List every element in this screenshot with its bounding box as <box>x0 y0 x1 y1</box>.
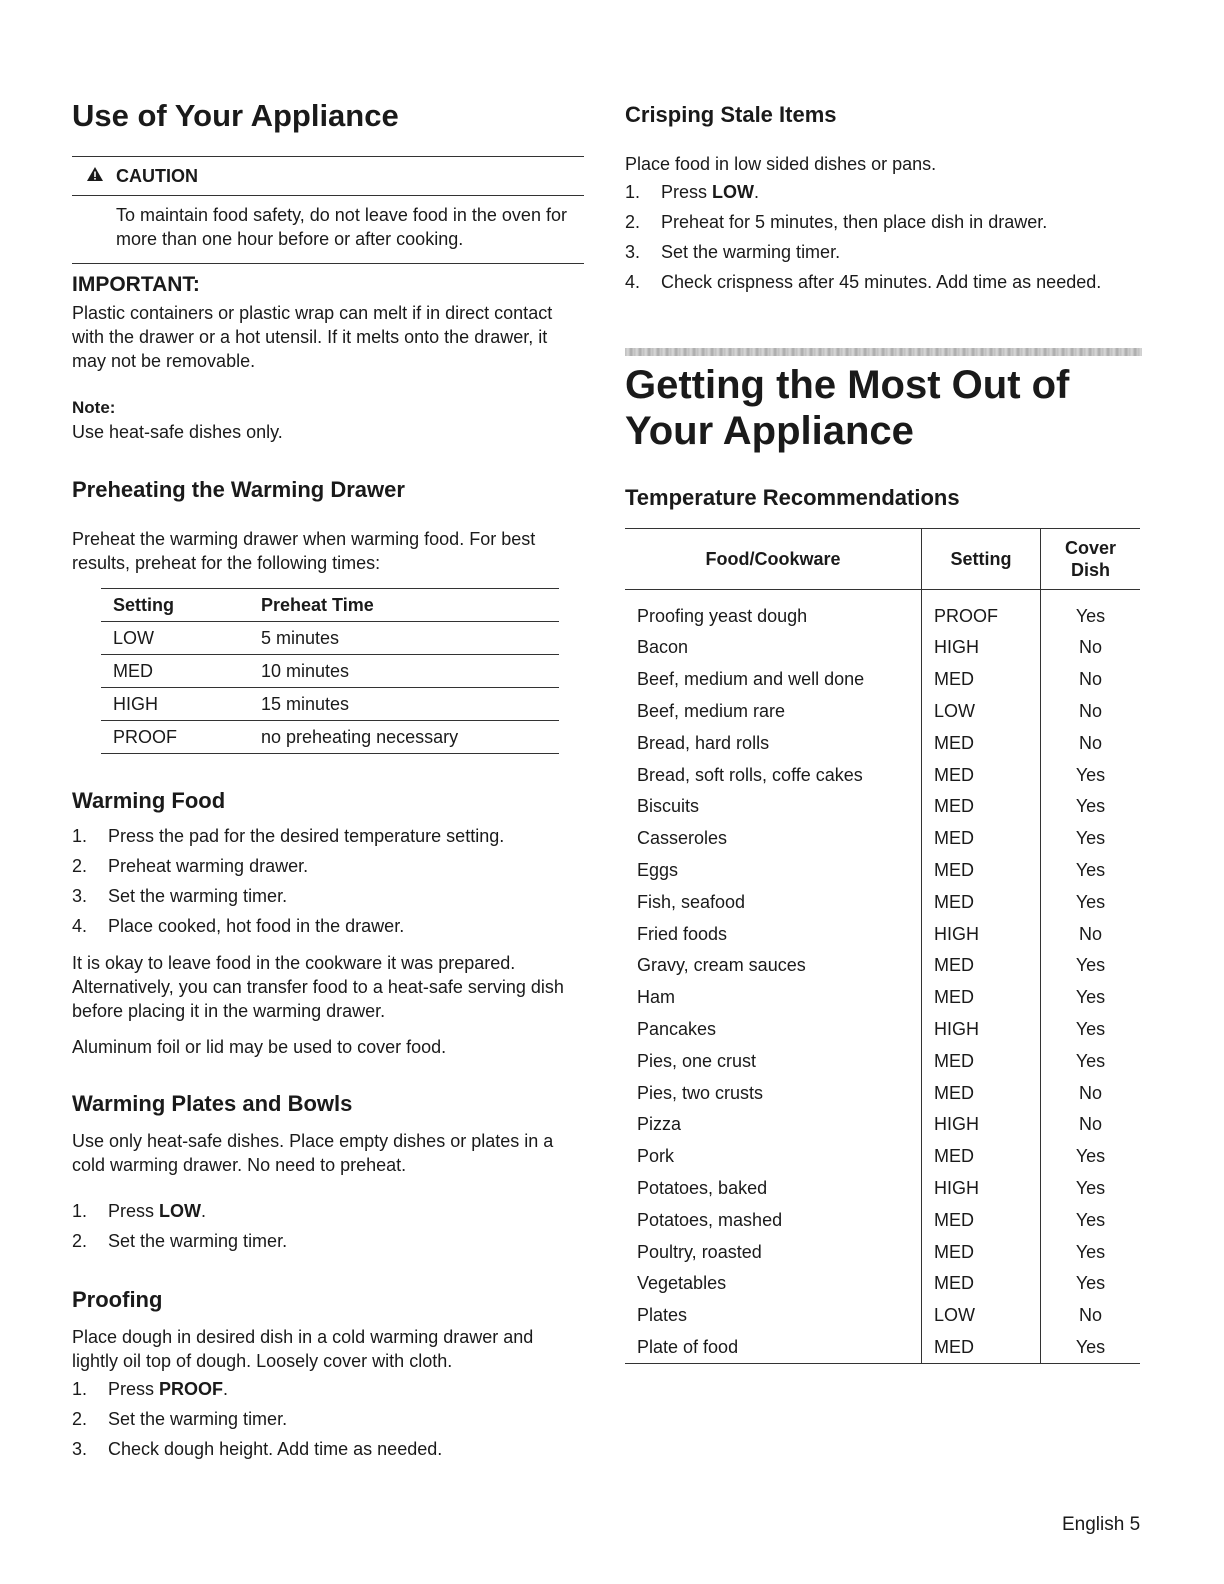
warming-food-para2: Aluminum foil or lid may be used to cover food. <box>72 1037 447 1057</box>
temperature-table <box>625 528 1140 1364</box>
table-cell: Yes <box>1075 764 1106 785</box>
table-header: Preheat Time <box>249 589 559 622</box>
table-row <box>625 1332 1140 1364</box>
table-cell: Yes <box>1075 987 1106 1008</box>
table-cell: Yes <box>1075 1146 1106 1167</box>
table-cell: MED <box>922 886 1041 918</box>
list-item: 4. Place cooked, hot food in the drawer. <box>72 916 405 936</box>
note-text: Use heat-safe dishes only. <box>72 422 283 442</box>
crisping-title: Crisping Stale Items <box>625 102 837 127</box>
table-cell: Beef, medium and well done <box>625 664 922 696</box>
table-row <box>625 759 1140 791</box>
table-cell: HIGH <box>922 632 1041 664</box>
table-cell: MED <box>922 982 1041 1014</box>
table-row <box>101 622 559 655</box>
table-cell: Yes <box>1075 1177 1106 1198</box>
table-row <box>625 1173 1140 1205</box>
table-cell: Casseroles <box>625 823 922 855</box>
page-footer: English 5 <box>1062 1514 1141 1535</box>
table-cell: MED <box>922 1236 1041 1268</box>
table-cell: Yes <box>1075 1050 1106 1071</box>
list-item: 2. Set the warming timer. <box>72 1231 288 1251</box>
table-header: Setting <box>101 589 249 622</box>
table-cell: Fried foods <box>625 918 922 950</box>
table-cell: No <box>1078 700 1102 721</box>
table-cell: Pork <box>625 1141 922 1173</box>
table-cell: Poultry, roasted <box>625 1236 922 1268</box>
table-row <box>625 664 1140 696</box>
table-row <box>625 1045 1140 1077</box>
list-item: 1. Press the pad for the desired temperature setting. <box>72 826 505 846</box>
table-cell: Bacon <box>625 632 922 664</box>
table-cell: No <box>1078 637 1102 658</box>
table-cell: Beef, medium rare <box>625 696 922 728</box>
table-row <box>101 721 559 754</box>
caution-text: To maintain food safety, do not leave food in the oven for more than one hour before or after cooking. <box>116 205 567 249</box>
table-cell: Pies, two crusts <box>625 1077 922 1109</box>
table-cell: HIGH <box>922 1173 1041 1205</box>
table-cell: MED <box>922 1268 1041 1300</box>
table-cell: Plates <box>625 1300 922 1332</box>
table-cell: No <box>1078 1305 1102 1326</box>
proofing-title: Proofing <box>72 1287 163 1312</box>
table-row <box>625 1300 1140 1332</box>
table-cell: Pancakes <box>625 1014 922 1046</box>
table-header-row <box>101 589 559 622</box>
table-cell: MED <box>922 791 1041 823</box>
table-cell: 5 minutes <box>249 622 559 655</box>
page-title: Use of Your Appliance <box>72 98 399 133</box>
table-row <box>625 1268 1140 1300</box>
list-item: 3. Check dough height. Add time as needed. <box>72 1439 443 1459</box>
table-cell: HIGH <box>922 1109 1041 1141</box>
crisping-text: Place food in low sided dishes or pans. <box>625 154 937 174</box>
temp-title: Temperature Recommendations <box>625 485 960 510</box>
table-header: Setting <box>922 529 1041 590</box>
list-item: 2. Preheat for 5 minutes, then place dish in drawer. <box>625 212 1048 232</box>
table-cell: Pies, one crust <box>625 1045 922 1077</box>
table-cell: PROOF <box>101 721 249 754</box>
table-cell: Proofing yeast dough <box>625 590 922 633</box>
crisping-steps <box>625 182 1142 302</box>
table-cell: Yes <box>1075 828 1106 849</box>
table-cell: no preheating necessary <box>249 721 559 754</box>
warming-food-para1: It is okay to leave food in the cookware it was prepared. Alternatively, you can transfer food to a heat-safe serving dish before placing it in the warming drawer. <box>72 953 564 1021</box>
caution-header <box>72 157 584 196</box>
table-row <box>625 823 1140 855</box>
table-cell: MED <box>922 950 1041 982</box>
plates-title: Warming Plates and Bowls <box>72 1091 353 1116</box>
table-cell: Potatoes, baked <box>625 1173 922 1205</box>
plates-text: Use only heat-safe dishes. Place empty dishes or plates in a cold warming drawer. No need to preheat. <box>72 1131 554 1175</box>
table-cell: MED <box>101 655 249 688</box>
warning-icon <box>86 166 106 187</box>
preheating-title: Preheating the Warming Drawer <box>72 477 405 502</box>
table-cell: No <box>1078 1082 1102 1103</box>
table-cell: 10 minutes <box>249 655 559 688</box>
table-cell: No <box>1078 923 1102 944</box>
table-row <box>625 982 1140 1014</box>
table-row <box>625 1077 1140 1109</box>
table-cell: MED <box>922 1332 1041 1364</box>
table-cell: LOW <box>922 696 1041 728</box>
proofing-text: Place dough in desired dish in a cold warming drawer and lightly oil top of dough. Loosely cover with cloth. <box>72 1327 534 1371</box>
table-cell: Biscuits <box>625 791 922 823</box>
important-text: Plastic containers or plastic wrap can melt if in direct contact with the drawer or a hot utensil. If it melts onto the drawer, it may not be removable. <box>72 303 553 371</box>
table-row <box>625 1014 1140 1046</box>
table-cell: MED <box>922 1077 1041 1109</box>
list-item: 3. Set the warming timer. <box>625 242 841 262</box>
table-cell: Yes <box>1041 1332 1141 1364</box>
table-header: Food/Cookware <box>625 529 922 590</box>
table-cell: Eggs <box>625 855 922 887</box>
table-row <box>625 855 1140 887</box>
table-cell: Yes <box>1075 859 1106 880</box>
list-item: 3. Set the warming timer. <box>72 886 288 906</box>
table-cell: MED <box>922 759 1041 791</box>
table-cell: Yes <box>1075 1273 1106 1294</box>
list-item: 4. Check crispness after 45 minutes. Add time as needed. <box>625 272 1102 292</box>
table-cell: MED <box>922 1141 1041 1173</box>
list-item: 1. Press LOW. <box>72 1201 207 1221</box>
table-cell: Vegetables <box>625 1268 922 1300</box>
warming-food-title: Warming Food <box>72 788 226 813</box>
table-cell: Ham <box>625 982 922 1014</box>
table-row <box>625 1236 1140 1268</box>
table-row <box>625 590 1140 633</box>
table-cell: Yes <box>1075 1018 1106 1039</box>
note-title: Note: <box>72 398 116 417</box>
section-title: Getting the Most Out of Your Appliance <box>625 363 1070 453</box>
table-header-row <box>625 529 1140 590</box>
table-cell: Plate of food <box>625 1332 922 1364</box>
table-cell: Yes <box>1075 891 1106 912</box>
table-cell: HIGH <box>922 918 1041 950</box>
table-cell: No <box>1078 732 1102 753</box>
table-cell: 15 minutes <box>249 688 559 721</box>
table-row <box>625 1109 1140 1141</box>
table-cell: Pizza <box>625 1109 922 1141</box>
table-row <box>625 950 1140 982</box>
table-row <box>625 727 1140 759</box>
section-divider <box>625 348 1142 356</box>
table-cell: MED <box>922 1204 1041 1236</box>
table-cell: Gravy, cream sauces <box>625 950 922 982</box>
table-header: Cover Dish <box>1041 529 1141 590</box>
table-cell: Yes <box>1075 1241 1106 1262</box>
table-row <box>625 918 1140 950</box>
table-cell: Yes <box>1075 605 1106 626</box>
table-cell: HIGH <box>922 1014 1041 1046</box>
table-row <box>625 1141 1140 1173</box>
list-item: 2. Set the warming timer. <box>72 1409 288 1429</box>
table-cell: MED <box>922 727 1041 759</box>
list-item: 1. Press LOW. <box>625 182 760 202</box>
table-cell: Yes <box>1075 955 1106 976</box>
table-cell: Yes <box>1075 796 1106 817</box>
proofing-steps <box>72 1379 584 1469</box>
table-cell: Fish, seafood <box>625 886 922 918</box>
table-row <box>625 1204 1140 1236</box>
caution-box <box>72 156 584 264</box>
table-cell: Bread, hard rolls <box>625 727 922 759</box>
caution-label: CAUTION <box>116 165 198 186</box>
table-cell: LOW <box>101 622 249 655</box>
table-row <box>625 696 1140 728</box>
list-item: 1. Press PROOF. <box>72 1379 229 1399</box>
list-item: 2. Preheat warming drawer. <box>72 856 309 876</box>
important-title: IMPORTANT: <box>72 273 200 296</box>
table-cell: Yes <box>1075 1209 1106 1230</box>
table-row <box>625 632 1140 664</box>
table-row <box>625 886 1140 918</box>
table-row <box>101 688 559 721</box>
table-cell: MED <box>922 823 1041 855</box>
table-cell: No <box>1078 1114 1102 1135</box>
table-row <box>101 655 559 688</box>
preheating-text: Preheat the warming drawer when warming food. For best results, preheat for the following times: <box>72 529 536 573</box>
table-cell: Potatoes, mashed <box>625 1204 922 1236</box>
preheat-table <box>101 588 559 754</box>
table-cell: MED <box>922 855 1041 887</box>
table-cell: PROOF <box>922 590 1041 633</box>
table-cell: LOW <box>922 1300 1041 1332</box>
plates-steps <box>72 1201 584 1261</box>
table-cell: MED <box>922 1045 1041 1077</box>
table-cell: MED <box>922 664 1041 696</box>
table-cell: HIGH <box>101 688 249 721</box>
table-row <box>625 791 1140 823</box>
warming-food-steps <box>72 826 584 946</box>
table-cell: No <box>1078 669 1102 690</box>
table-cell: Bread, soft rolls, coffe cakes <box>625 759 922 791</box>
